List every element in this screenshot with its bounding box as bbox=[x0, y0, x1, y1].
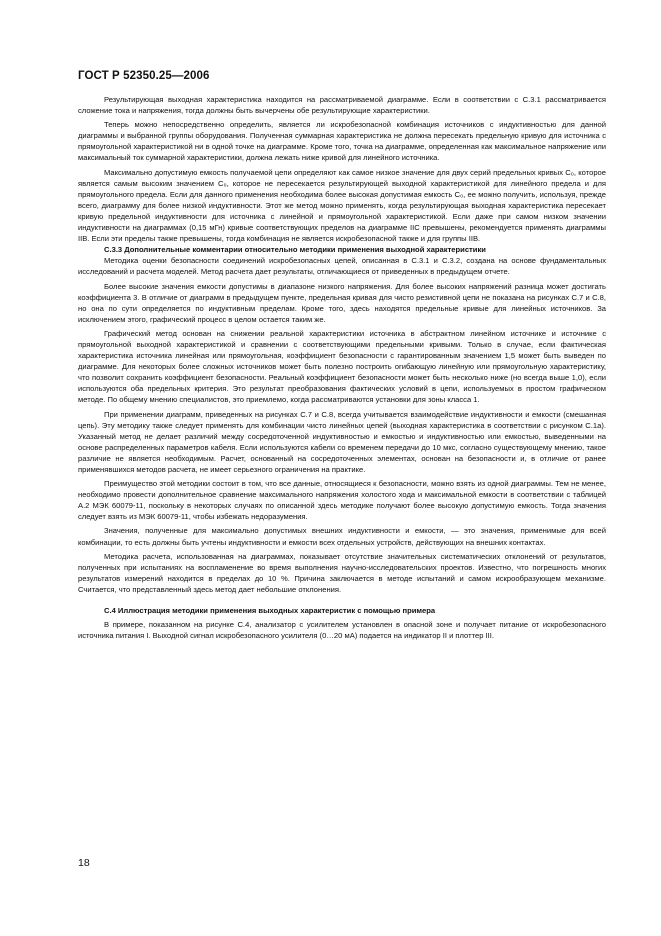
paragraph: Методика расчета, использованная на диаграммах, показывает отсутствие значительных систематических отклонений от результатов, полученных при испытаниях на воспламенение во время выполнения научно-исследовательских проектов. Известно, что погрешность многих результатов измерений находится в пределах до 10 %. Причина заключается в методе испытаний и самом искрообразующем механизме. Считается, что представленный здесь метод дает небольшие отклонения. bbox=[78, 551, 606, 594]
paragraph: При применении диаграмм, приведенных на рисунках С.7 и С.8, всегда учитывается взаимодействие индуктивности и емкости (смешанная цепь). Эту методику также следует применять для комбинации чисто линейных цепей (выходная характеристика в соответствии с рисунком С.1а). Указанный метод не делает различий между сосредоточенной индуктивностью и емкостью и индуктивностью или емкостью, выведенными на основе распределенных параметров кабеля. Если используются кабели со временем передачи до 10 мкс, согласно существующему мнению, такое различие не является необходимым. Расчет, основанный на сосредоточенных элементах, основан на безопасности и, в отличие от ранее применявшихся методов расчета, не имеет серьезного ограничения на практике. bbox=[78, 409, 606, 474]
paragraph: Более высокие значения емкости допустимы в диапазоне низкого напряжения. Для более высоких напряжений разница может достигать коэффициента 3. В отличие от диаграмм в предыдущем пункте, предельная кривая для чисто резистивной цепи не показана на рисунках С.7 и С.8, но она по сути определяется по индуктивным пределам. Кроме того, здесь находятся предельные кривые для линейных источников. За исключением этого, графический процесс в целом остается таким же. bbox=[78, 281, 606, 324]
document-body bbox=[78, 94, 606, 641]
paragraph: Теперь можно непосредственно определить, является ли искробезопасной комбинация источников с индуктивностью для данной диаграммы и выбранной группы оборудования. Полученная суммарная характеристика не должна пересекать предельную кривую для источника с прямоугольной характеристикой ни в одной точке на диаграмме. Кроме того, точка на диаграмме, определенная как максимальное напряжение или максимальный ток суммарной характеристики, должна лежать ниже кривой для линейного источника. bbox=[78, 120, 606, 163]
paragraph: Значения, полученные для максимально допустимых внешних индуктивности и емкости, — это значения, применимые для всей комбинации, то есть должны быть учтены индуктивности и емкости всех отдельных устройств, действующих на внешних контактах. bbox=[78, 526, 606, 547]
paragraph: Результирующая выходная характеристика находится на рассматриваемой диаграмме. Если в соответствии с С.3.1 рассматривается сложение тока и напряжения, тогда должны быть вычерчены обе результирующие характеристики. bbox=[78, 95, 606, 116]
paragraph: Преимущество этой методики состоит в том, что все данные, относящиеся к безопасности, можно взять из одной диаграммы. Тем не менее, необходимо провести дополнительное сравнение максимального напряжения холостого хода и максимальной емкости в соответствии с таблицей А.2 МЭК 60079-11, поскольку в некоторых случаях по описанной здесь методике получают более высокую допустимую емкость. Тогда значения следует взять из МЭК 60079-11, чтобы избежать недоразумения. bbox=[78, 479, 606, 522]
paragraph: Графический метод основан на снижении реальной характеристики источника в абстрактном линейном источнике и источнике с прямоугольной выходной характеристикой и сравнении с соответствующими предельными кривыми. Только в случае, если фактическая характеристика источника линейная или прямоугольная, коэффициент безопасности с гарантированным значением 1,5 может быть выведен по диаграмме. Для некоторых более сложных источников может быть полезно построить огибающую линейную или прямоугольную характеристику, что позволит сохранить коэффициент безопасности. Реальный коэффициент безопасности может быть несколько ниже (но всегда выше 1,0), если используются оба предельных критерия. Это результат преобразования фактических условий в цепи, используемых в простом графическом методе. По общему мнению специалистов, это приемлемо, когда рассматриваются установки для зоны класса 1. bbox=[78, 328, 606, 405]
paragraph: Методика оценки безопасности соединений искробезопасных цепей, описанная в С.3.1 и С.3.2, создана на основе фундаментальных исследований и расчета моделей. Метод расчета дает результаты, отличающиеся от приведенных в предыдущем отчете. bbox=[78, 256, 606, 277]
section-heading-c33: С.3.3 Дополнительные комментарии относительно методики применения выходной характеристики bbox=[104, 245, 486, 255]
paragraph: Максимально допустимую емкость получаемой цепи определяют как самое низкое значение для двух серий предельных кривых C₀, которое является самым высоким значением C₀, которое не пересекается результирующей выходной характеристикой для линейного предела и для прямоугольного предела. Если для данного применения необходима более высокая допустимая емкость C₀, ее можно получить, используя, прежде всего, диаграмму для более низкой индуктивности. Этот же метод можно применять, когда результирующая выходная характеристика пересекает кривую предельной индуктивности для источника с линейной и прямоугольной характеристикой. Если даже при самом низком значении индуктивности на диаграммах (0,15 мГн) кривые соответствующих пределов на диаграмме IIС превышены, рекомендуется применять диаграммы IIВ. Если эти пределы также превышены, тогда комбинация не является искробезопасной также и для группы IIВ. bbox=[78, 167, 606, 244]
document-header: ГОСТ Р 52350.25—2006 bbox=[78, 70, 210, 82]
section-heading-c4: С.4 Иллюстрация методики применения выходных характеристик с помощью примера bbox=[104, 606, 436, 616]
page-number: 18 bbox=[78, 857, 90, 869]
paragraph: В примере, показанном на рисунке С.4, анализатор с усилителем установлен в опасной зоне и получает питание от искробезопасного источника питания I. Выходной сигнал искробезопасного усилителя (0…20 мА) подается на индикатор II и плоттер III. bbox=[78, 620, 606, 641]
